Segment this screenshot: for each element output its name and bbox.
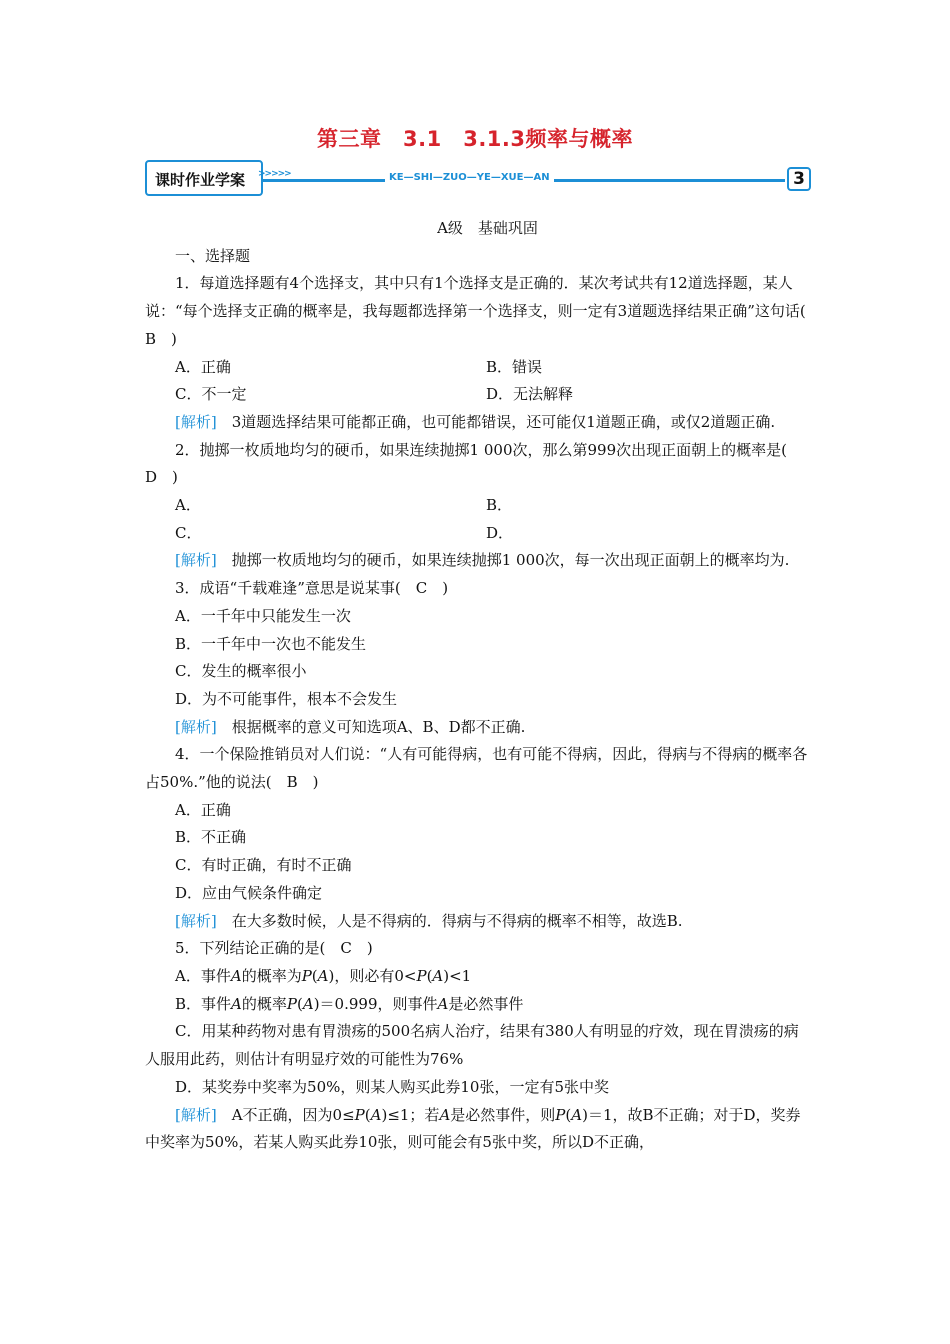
analysis-4 <box>145 908 810 936</box>
option-a: A．正确 <box>175 357 231 376</box>
analysis-label: [解析] <box>175 911 217 930</box>
question-1-options-ab <box>145 354 810 382</box>
option-d: D．应由气候条件确定 <box>175 883 323 902</box>
math-var: A <box>571 1105 583 1124</box>
option-a: A． <box>175 496 201 515</box>
option-a: A．正确 <box>175 800 231 819</box>
option-d: D．为不可能事件，根本不会发生 <box>175 689 398 708</box>
text-run: A．事件 <box>175 966 231 985</box>
question-2-options-ab <box>145 492 810 520</box>
option-b: B． <box>486 496 513 515</box>
text-run: 的概率 <box>241 994 287 1013</box>
text-run: ( <box>364 1105 371 1124</box>
option-d: D． <box>486 523 514 542</box>
text-run: ( <box>565 1105 572 1124</box>
text-run: A不正确，因为0≤ <box>216 1105 355 1124</box>
question-1: 1．每道选择题有4个选择支，其中只有1个选择支是正确的．某次考试共有12道选择题，某人说：“每个选择支正确的概率是，我每题都选择第一个选择支，则一定有3道题选择结果正确”这句话( B ) <box>145 274 821 348</box>
option-c: C． <box>175 523 202 542</box>
level-heading: A级 基础巩固 <box>437 219 538 237</box>
part-heading: 一、选择题 <box>175 246 251 265</box>
page-title: 第三章 3.1 3.1.3频率与概率 <box>317 127 633 151</box>
text-run: )＝1，故B不正确；对于D，奖券中奖率为50%，若某人购买此券10张，则可能会有5张中奖，所以D不正确， <box>145 1105 801 1152</box>
option-a <box>145 963 810 991</box>
text-run: )，则必有0< <box>328 966 417 985</box>
analysis-text: 抛掷一枚质地均匀的硬币，如果连续抛掷1 000次，每一次出现正面朝上的概率均为. <box>216 551 790 570</box>
analysis-label: [解析] <box>175 1105 217 1124</box>
analysis-text: 3道题选择结果可能都正确，也可能都错误，还可能仅1道题正确，或仅2道题正确. <box>216 412 776 431</box>
text-run: 是必然事件 <box>448 994 524 1013</box>
math-var: A <box>370 1105 382 1124</box>
math-var: P <box>555 1105 566 1124</box>
option-a: A．一千年中只能发生一次 <box>175 606 351 625</box>
text-run: ( <box>426 966 433 985</box>
banner-number: 3 <box>787 167 811 191</box>
analysis-label: [解析] <box>175 412 217 431</box>
option-b <box>145 991 810 1019</box>
analysis-1 <box>145 409 810 437</box>
option-d: D．某奖券中奖率为50%，则某人购买此券10张，一定有5张中奖 <box>175 1077 609 1096</box>
option-b: B．错误 <box>486 357 543 376</box>
exercise-content <box>145 215 821 1157</box>
math-var: A <box>432 966 444 985</box>
math-var: P <box>286 994 297 1013</box>
text-run: ( <box>311 966 318 985</box>
text-run: ( <box>296 994 303 1013</box>
banner-label: 课时作业学案 <box>155 171 246 189</box>
question-3: 3．成语“千载难逢”意思是说某事( C ) <box>175 579 449 598</box>
option-b: B．一千年中一次也不能发生 <box>175 634 367 653</box>
math-var: A <box>317 966 329 985</box>
question-1-options-cd <box>145 381 810 409</box>
analysis-label: [解析] <box>175 717 217 736</box>
math-var: A <box>230 966 242 985</box>
option-c: C．有时正确，有时不正确 <box>175 856 352 875</box>
math-var: A <box>439 1105 451 1124</box>
text-run: )<1 <box>443 966 472 985</box>
analysis-label: [解析] <box>175 551 217 570</box>
banner-pinyin: KE—SHI—ZUO—YE—XUE—AN <box>385 172 554 183</box>
option-c: C．发生的概率很小 <box>175 662 307 681</box>
question-5: 5．下列结论正确的是( C ) <box>175 939 373 958</box>
question-2-options-cd <box>145 520 810 548</box>
text-run: B．事件 <box>175 994 232 1013</box>
option-b: B．不正确 <box>175 828 247 847</box>
math-var: P <box>416 966 427 985</box>
question-4: 4．一个保险推销员对人们说：“人有可能得病，也有可能不得病，因此，得病与不得病的概率各占50%.”他的说法( B ) <box>145 745 808 792</box>
math-var: A <box>231 994 242 1013</box>
banner-label-box <box>145 160 263 196</box>
analysis-text: 根据概率的意义可知选项A、B、D都不正确. <box>216 717 526 736</box>
text-run: )≤1；若 <box>381 1105 440 1124</box>
option-d: D．无法解释 <box>486 385 574 404</box>
text-run: 的概率为 <box>241 966 302 985</box>
section-banner <box>145 160 815 198</box>
math-var: P <box>301 966 312 985</box>
option-c: C．不一定 <box>175 385 247 404</box>
text-run: 是必然事件，则 <box>450 1105 556 1124</box>
analysis-2 <box>145 547 810 575</box>
question-2: 2．抛掷一枚质地均匀的硬币，如果连续抛掷1 000次，那么第999次出现正面朝上的概率是( D ) <box>145 440 802 487</box>
math-var: P <box>354 1105 365 1124</box>
analysis-text: 在大多数时候，人是不得病的．得病与不得病的概率不相等，故选B. <box>216 911 683 930</box>
text-run: )＝0.999，则事件 <box>313 994 438 1013</box>
analysis-5 <box>145 1102 810 1157</box>
math-var: A <box>437 994 449 1013</box>
option-c: C．用某种药物对患有胃溃疡的500名病人治疗，结果有380人有明显的疗效，现在胃溃疡的病人服用此药，则估计有明显疗效的可能性为76% <box>145 1022 799 1069</box>
banner-arrows: >>>>> <box>258 169 291 179</box>
analysis-3 <box>145 714 810 742</box>
math-var: A <box>302 994 314 1013</box>
